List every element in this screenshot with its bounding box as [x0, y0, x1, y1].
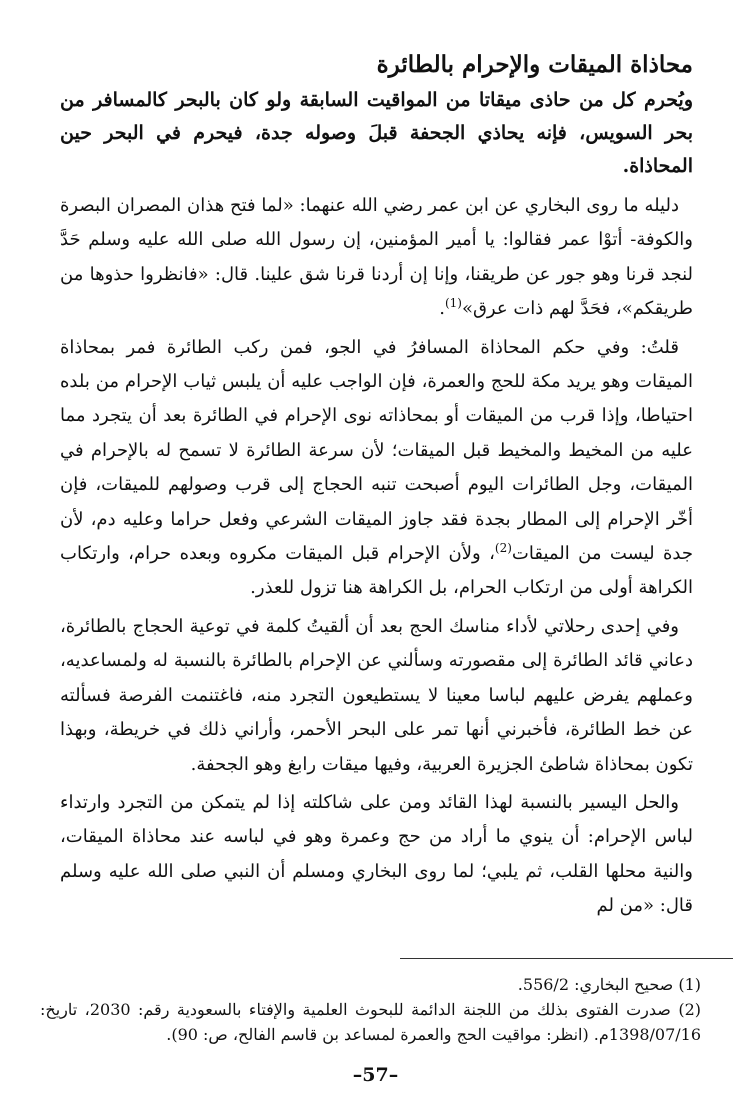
page-number: –57– [352, 1064, 399, 1086]
page-title: محاذاة الميقات والإحرام بالطائرة [376, 51, 693, 78]
footnote-2: (2) صدرت الفتوى بذلك من اللجنة الدائمة للبحوث العلمية والإفتاء بالسعودية رقم: 2030، تاريخ: 1398/07/16م. (انظر: مواقيت الحج والعمرة لمساعد بن قاسم الفالح، ص: 90). [40, 1000, 701, 1044]
paragraph-tail: . [439, 298, 445, 320]
footnote-1: (1) صحيح البخاري: 556/2. [517, 975, 701, 994]
paragraph-solution [60, 786, 693, 924]
paragraph-text: وفي إحدى رحلاتي لأداء مناسك الحج بعد أن ألقيتُ كلمة في توعية الحجاج بالطائرة، دعاني قائد الطائرة إلى مقصورته وسألني عن الإحرام بالطائرة بالنسبة له ولمساعديه، وعملهم يفرض عليهم لباسا معينا لا يستطيعون التجرد منه، فاغتنمت الفرصة فسألته عن خط الطائرة، فأخبرني أنها تمر على البحر الأحمر، وأراني ذلك في خريطة، وبهذا تكون بمحاذاة شاطئ الجزيرة العربية، وفيها ميقات رابغ وهو الجحفة. [60, 615, 693, 775]
footnote-divider [400, 958, 733, 959]
footnote-reference: (1) [444, 296, 462, 311]
paragraph-evidence [60, 189, 693, 327]
footnote-reference: (2) [494, 541, 512, 556]
footnotes [40, 972, 701, 1047]
paragraph-air-travel [60, 331, 693, 606]
paragraph-text: قلتُ: وفي حكم المحاذاة المسافرُ في الجو، فمن ركب الطائرة فمر بمحاذاة الميقات وهو يريد مكة للحج والعمرة، فإن الواجب عليه أن يلبس ثياب الإحرام من بلده احتياطا، وإذا قرب من الميقات أو بمحاذاته نوى الإحرام في الطائرة بعد أن يتجرد مما عليه من المخيط والمخيط قبل الميقات؛ لأن سرعة الطائرة لا تسمح له بالإحرام في الميقات، وجل الطائرات اليوم أصبحت تنبه الحجاج إلى قرب وصولهم للميقات، فإن أخّر الإحرام إلى المطار بجدة فقد جاوز الميقات الشرعي وفعل حراما وعليه دم، لأن جدة ليست من الميقات [60, 336, 693, 565]
paragraph-tail: ، ولأن الإحرام قبل الميقات مكروه وبعده حرام، وارتكاب الكراهة أولى من ارتكاب الحرام، بل الكراهة هنا تزول للعذر. [60, 543, 693, 599]
lead-ruling: ويُحرم كل من حاذى ميقاتا من المواقيت السابقة ولو كان بالبحر كالمسافر من بحر السويس، فإنه يحاذي الجحفة قبلَ وصوله جدة، فيحرم في البحر حين المحاذاة. [60, 89, 693, 177]
paragraph-text: دليله ما روى البخاري عن ابن عمر رضي الله عنهما: «لما فتح هذان المصران البصرة والكوفة- أتوْا عمر فقالوا: يا أمير المؤمنين، إن رسول الله صلى الله عليه وسلم حَدَّ لنجد قرنا وهو جور عن طريقنا، وإنا إن أردنا قرنا شق علينا. قال: «فانظروا حذوها من طريقكم»، فحَدَّ لهم ذات عرق» [60, 195, 693, 320]
paragraph-text: والحل اليسير بالنسبة لهذا القائد ومن على شاكلته إذا لم يتمكن من التجرد وارتداء لباس الإحرام: أن ينوي ما أراد من حج وعمرة وهو في لباسه عند محاذاة الميقات، والنية محلها القلب، ثم يلبي؛ لما روى البخاري ومسلم أن النبي صلى الله عليه وسلم قال: «من لم [60, 791, 693, 917]
paragraph-pilot-story [60, 610, 693, 782]
